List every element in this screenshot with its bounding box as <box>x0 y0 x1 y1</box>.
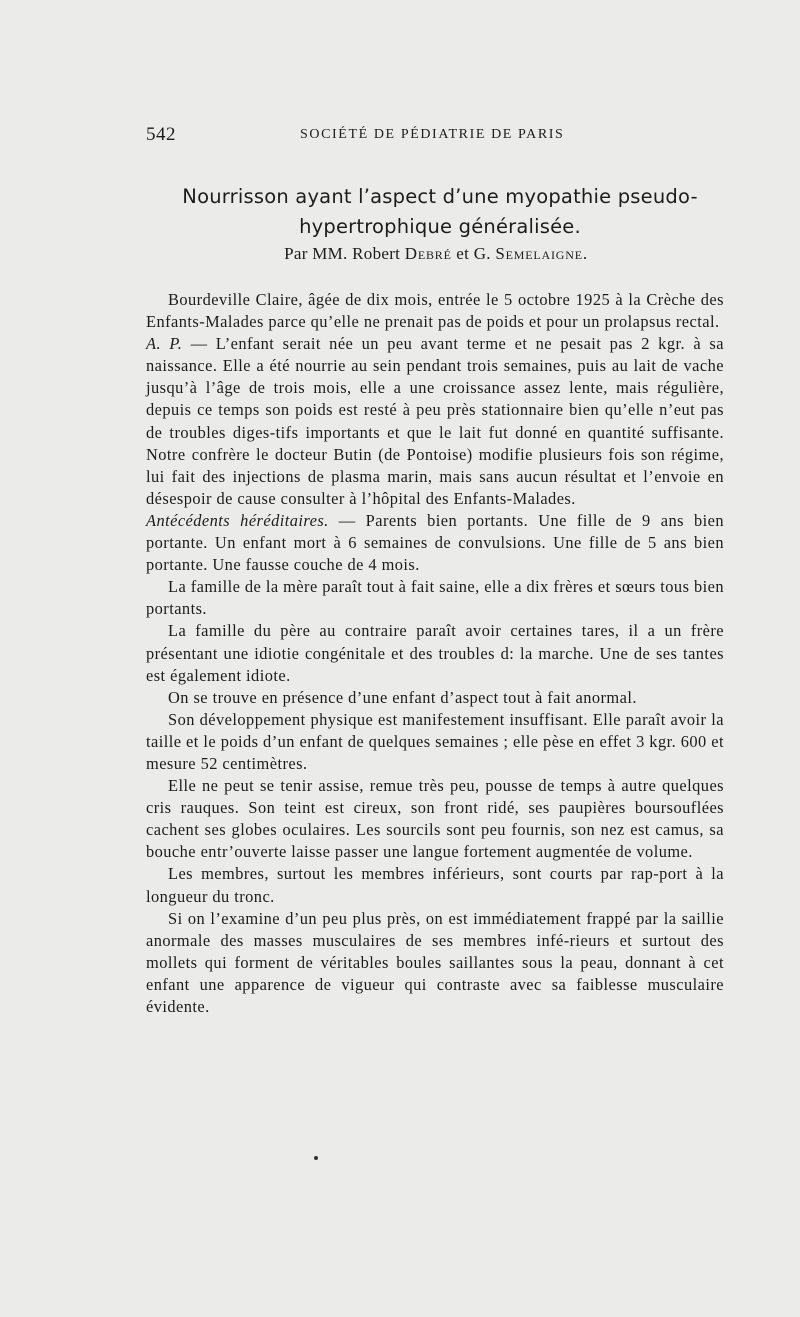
page-number: 542 <box>146 124 176 145</box>
authors-prefix: Par MM. Robert <box>284 244 401 263</box>
paragraph-10: Si on l’examine d’un peu plus près, on est immédiatement frappé par la saillie anormale des masses musculaires de ses membres infé-rieurs et surtout des mollets qui forment de véritables boules saillantes sous la peau, donnant à cet enfant une apparence de vigueur qui contraste avec sa faiblesse musculaire évidente. <box>146 908 724 1016</box>
journal-title: SOCIÉTÉ DE PÉDIATRIE DE PARIS <box>300 127 565 142</box>
authors-mid: et G. <box>456 244 491 263</box>
article-body <box>146 289 724 1018</box>
author-semelaigne: Semelaigne. <box>495 244 588 263</box>
paragraph-4: La famille de la mère paraît tout à fait saine, elle a dix frères et sœurs tous bien portants. <box>146 577 724 619</box>
authors-line <box>146 244 726 264</box>
printing-dot <box>314 1156 318 1160</box>
paragraph-2 <box>146 333 724 510</box>
paragraph-1: Bourdeville Claire, âgée de dix mois, entrée le 5 octobre 1925 à la Crèche des Enfants-Malades parce qu’elle ne prenait pas de poids et pour un prolapsus rectal. <box>146 290 724 332</box>
paragraph-6: On se trouve en présence d’une enfant d’aspect tout à fait anormal. <box>168 687 637 707</box>
paragraph-9: Les membres, surtout les membres inférieurs, sont courts par rap-port à la longueur du tronc. <box>146 864 724 906</box>
running-header <box>146 124 726 148</box>
paragraph-3-text: — Parents bien portants. Une fille de 9 ans bien portante. Un enfant mort à 6 semaines de convulsions. Une fille de 5 ans bien portante. Une fausse couche de 4 mois. <box>146 510 724 575</box>
paragraph-8: Elle ne peut se tenir assise, remue très peu, pousse de temps à autre quelques cris rauques. Son teint est cireux, son front ridé, ses paupières boursouflées cachent ses globes oculaires. Les sourcils sont peu fournis, son nez est camus, sa bouche entr’ouverte laisse passer une langue fortement augmentée de volume. <box>146 776 724 862</box>
paragraph-2-text: — L’enfant serait née un peu avant terme et ne pesait pas 2 kgr. à sa naissance. Elle a été nourrie au sein pendant trois semaines, puis au lait de vache jusqu’à l’âge de trois mois, elle a une croissance assez lente, mais régulière, depuis ce temps son poids est resté à peu près stationnaire bien qu’elle n’eut pas de troubles diges-tifs importants et que le lait fut donné en quantité suffisante. Notre confrère le docteur Butin (de Pontoise) modifie plusieurs fois son régime, lui fait des injections de plasma marin, mais sans aucun résultat et l’envoie en désespoir de cause consulter à l’hôpital des Enfants-Malades. <box>146 334 724 508</box>
article-title <box>150 182 730 242</box>
paragraph-2-label: A. P. <box>146 334 183 354</box>
author-debre: Debré <box>404 244 452 263</box>
paragraph-3-label: Antécédents héréditaires. <box>146 510 329 530</box>
paragraph-3 <box>146 510 724 576</box>
paragraph-7: Son développement physique est manifestement insuffisant. Elle paraît avoir la taille et le poids d’un enfant de quelques semaines ; elle pèse en effet 3 kgr. 600 et mesure 52 centimètres. <box>146 709 724 773</box>
paragraph-5: La famille du père au contraire paraît avoir certaines tares, il a un frère présentant une idiotie congénitale et des troubles d: la marche. Une de ses tantes est également idiote. <box>146 621 724 685</box>
title-line-2: hypertrophique généralisée. <box>299 215 581 238</box>
title-line-1: Nourrisson ayant l’aspect d’une myopathie pseudo- <box>182 185 698 208</box>
